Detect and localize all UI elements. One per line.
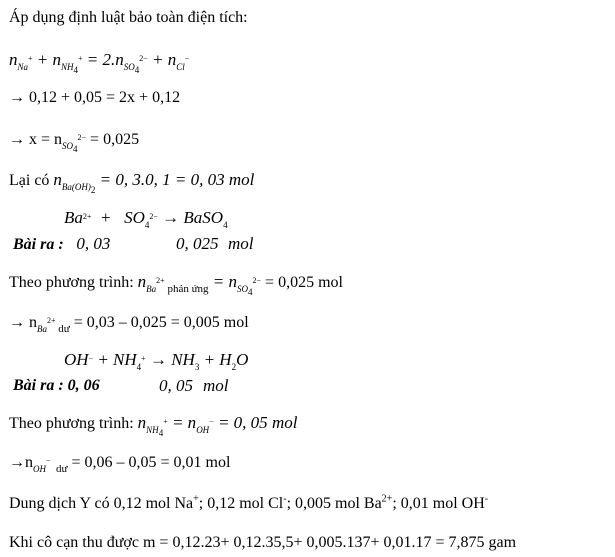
oh-reacted-line: Theo phương trình: $n_{NH4}^+ = n_{OH}^- = 0$, 05 mol — [9, 413, 298, 438]
nh3-given-line: Bài ra : 0, 06 0, 05 mol — [13, 376, 229, 395]
oh-excess-line: $\to n_{OH}^-$ $_{dư}$ = 0,06 – 0,05 = 0,01 mol — [9, 454, 231, 475]
baso4-reaction: $Ba^{2+} + SO_4^{2-}$ → BaSO$_4$ — [64, 208, 228, 230]
baoh2-moles-line: Lại có $n_{Ba(OH)2} = 0$, 3.0, 1 = 0, 03 mol — [9, 170, 255, 195]
final-mass-line: Khi cô cạn thu được m = 0,12.23+ 0,12.35,5+ 0,005.137+ 0,01.17 = 7,875 gam — [9, 534, 517, 551]
substitution-line: → 0,12 + 0,05 = 2x + 0,12 — [9, 89, 181, 106]
charge-balance-equation: $n_{Na}^+ + n_{NH4}^+ = 2.n_{SO4}^{2-} + n_{Cl}^-$ — [9, 50, 190, 75]
ba-excess-line: → $n_{Ba}^{2+}$ $_{dư}$ = 0,03 – 0,025 = 0,005 mol — [9, 314, 249, 335]
x-result-line: → $x = n_{SO4}^{2-} = 0,025$ — [9, 131, 140, 154]
solution-y-line: Dung dịch Y có 0,12 mol Na+; 0,12 mol Cl-; 0,005 mol $Ba^{2+}$; 0,01 mol OH- — [9, 493, 489, 512]
baso4-given-line: Bài ra : 0, 03 0, 025 mol — [13, 234, 254, 253]
nh3-reaction: $OH^- + NH_4^+ \to NH_3 + H_2O$ — [64, 350, 249, 372]
intro-line: Áp dụng định luật bảo toàn điện tích: — [9, 9, 248, 26]
ba-reacted-line: Theo phương trình: $n_{Ba}^{2+}$ $_{phản ứng} = n_{SO4}^{2-} = 0,025$ mol — [9, 272, 343, 297]
